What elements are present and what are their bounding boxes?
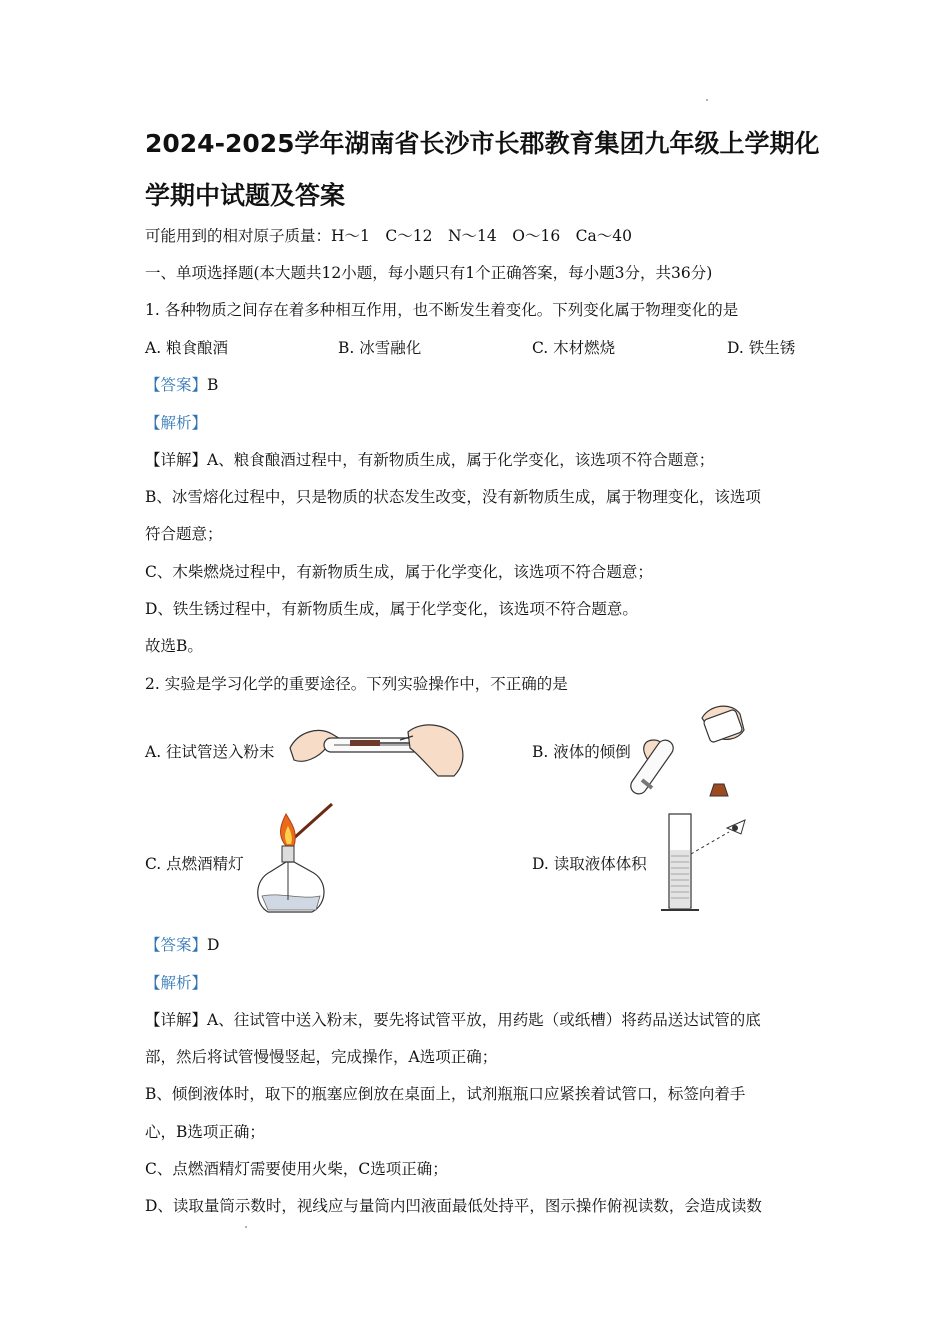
q2-answer: [145, 933, 219, 955]
page-title-line1: 2024-2025学年湖南省长沙市长郡教育集团九年级上学期化: [145, 129, 820, 158]
answer-tag: 【答案】: [145, 376, 208, 394]
q1-detail-line: C、木柴燃烧过程中，有新物质生成，属于化学变化，该选项不符合题意；: [145, 563, 653, 581]
q1-detail-line: 符合题意；: [145, 525, 223, 543]
q2-detail-line: 心，B选项正确；: [145, 1123, 265, 1141]
q1-detail-line: 故选B。: [145, 637, 203, 655]
q1-analysis-tag: 【解析】: [145, 414, 208, 432]
q2-option-a: A. 往试管送入粉末: [145, 743, 275, 761]
section-heading: 一、单项选择题(本大题共12小题，每小题只有1个正确答案，每小题3分，共36分): [145, 264, 713, 282]
answer-value: B: [207, 376, 219, 394]
scan-dot: [245, 1226, 247, 1228]
detail-text: A、往试管中送入粉末，要先将试管平放，用药匙（或纸槽）将药品送达试管的底: [207, 1011, 761, 1029]
q2-stem: 2. 实验是学习化学的重要途径。下列实验操作中，不正确的是: [145, 675, 568, 693]
detail-text: A、粮食酿酒过程中，有新物质生成，属于化学变化，该选项不符合题意；: [207, 451, 715, 469]
q2-detail-line: D、读取量筒示数时，视线应与量筒内凹液面最低处持平，图示操作俯视读数，会造成读数: [145, 1197, 762, 1215]
q2-detail-line: C、点燃酒精灯需要使用火柴，C选项正确；: [145, 1160, 448, 1178]
graduated-cylinder-figure: [655, 810, 755, 914]
q2-detail-line: 部，然后将试管慢慢竖起，完成操作，A选项正确；: [145, 1048, 498, 1066]
q1-answer: [145, 373, 218, 395]
answer-tag: 【答案】: [145, 936, 208, 954]
q1-detail-line: D、铁生锈过程中，有新物质生成，属于化学变化，该选项不符合题意。: [145, 600, 638, 618]
q1-option-b: B. 冰雪融化: [338, 339, 422, 357]
q1-option-d: D. 铁生锈: [727, 339, 796, 357]
q1-detail-line: [145, 448, 714, 470]
q2-option-b: B. 液体的倾倒: [532, 743, 631, 761]
detail-tag: 【详解】: [145, 1011, 208, 1029]
q2-option-d: D. 读取液体体积: [532, 855, 647, 873]
answer-value: D: [207, 936, 220, 954]
atomic-masses: 可能用到的相对原子质量：H～1 C～12 N～14 O～16 Ca～40: [145, 227, 633, 245]
page-title-line2: 学期中试题及答案: [145, 181, 346, 210]
alcohol-lamp-figure: [250, 800, 340, 920]
detail-tag: 【详解】: [145, 451, 208, 469]
liquid-pouring-figure: [640, 700, 750, 800]
q1-option-a: A. 粮食酿酒: [145, 339, 229, 357]
powder-into-test-tube-figure: [288, 714, 468, 780]
q2-analysis-tag: 【解析】: [145, 974, 208, 992]
q1-option-c: C. 木材燃烧: [532, 339, 616, 357]
scan-dot: [706, 99, 708, 101]
q1-stem: 1. 各种物质之间存在着多种相互作用，也不断发生着变化。下列变化属于物理变化的是: [145, 301, 739, 319]
q2-option-c: C. 点燃酒精灯: [145, 855, 244, 873]
q1-detail-line: B、冰雪熔化过程中，只是物质的状态发生改变，没有新物质生成，属于物理变化，该选项: [145, 488, 761, 506]
q2-detail-line: [145, 1008, 761, 1030]
q2-detail-line: B、倾倒液体时，取下的瓶塞应倒放在桌面上，试剂瓶瓶口应紧挨着试管口，标签向着手: [145, 1085, 746, 1103]
